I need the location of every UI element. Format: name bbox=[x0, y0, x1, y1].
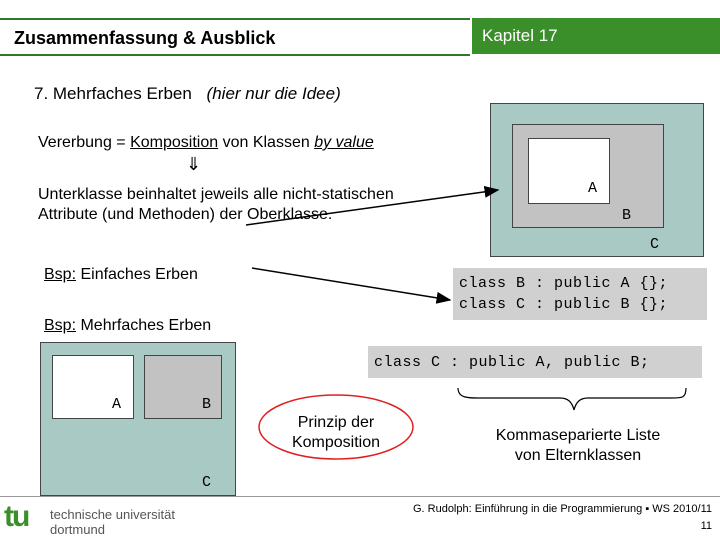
single-code-line2: class C : public B {}; bbox=[459, 296, 669, 313]
single-code-line1: class B : public A {}; bbox=[459, 275, 669, 292]
logo-line2: dortmund bbox=[50, 522, 105, 537]
footer-credit: G. Rudolph: Einführung in die Programmierung ▪ WS 2010/11 bbox=[412, 503, 712, 515]
definition-arrow bbox=[246, 190, 498, 225]
class-a-label: A bbox=[588, 180, 598, 197]
section-number-title: 7. Mehrfaches Erben bbox=[34, 84, 192, 103]
header-title: Zusammenfassung & Ausblick bbox=[14, 28, 276, 48]
multi-class-c-label: C bbox=[202, 474, 212, 491]
list-line2: von Elternklassen bbox=[514, 447, 642, 464]
footer-rule bbox=[0, 496, 720, 497]
definition-term: Komposition bbox=[130, 134, 219, 151]
single-example-arrow bbox=[252, 268, 450, 300]
principle-line1: Prinzip der bbox=[297, 414, 375, 431]
single-example-text: Einfaches Erben bbox=[76, 266, 198, 283]
footer-page-number: 11 bbox=[700, 520, 712, 532]
multi-class-a-label: A bbox=[112, 396, 122, 413]
down-arrow-icon: ⇓ bbox=[186, 154, 202, 174]
definition-line2: Attribute (und Methoden) der Oberklasse. bbox=[38, 206, 333, 223]
multiple-code-line: class C : public A, public B; bbox=[374, 354, 650, 371]
definition-middle: von Klassen bbox=[218, 134, 315, 151]
multiple-example-prefix: Bsp: bbox=[44, 317, 77, 334]
multi-class-b-label: B bbox=[202, 396, 212, 413]
class-b-label: B bbox=[622, 207, 632, 224]
class-c-label: C bbox=[650, 236, 660, 253]
definition-line1: Unterklasse beinhaltet jeweils alle nicht-statischen bbox=[38, 186, 394, 203]
list-line1: Kommaseparierte Liste bbox=[495, 427, 661, 444]
definition-prefix: Vererbung = bbox=[38, 134, 131, 151]
list-brace bbox=[458, 388, 686, 410]
chapter-label: Kapitel 17 bbox=[482, 26, 558, 45]
definition-emphasis: by value bbox=[314, 134, 374, 151]
tu-logo-mark: tu bbox=[4, 500, 29, 533]
logo-line1: technische universität bbox=[50, 507, 176, 522]
multiple-example-text: Mehrfaches Erben bbox=[76, 317, 212, 334]
section-note: (hier nur die Idee) bbox=[206, 84, 341, 103]
principle-line2: Komposition bbox=[291, 434, 381, 451]
single-example-prefix: Bsp: bbox=[44, 266, 77, 283]
